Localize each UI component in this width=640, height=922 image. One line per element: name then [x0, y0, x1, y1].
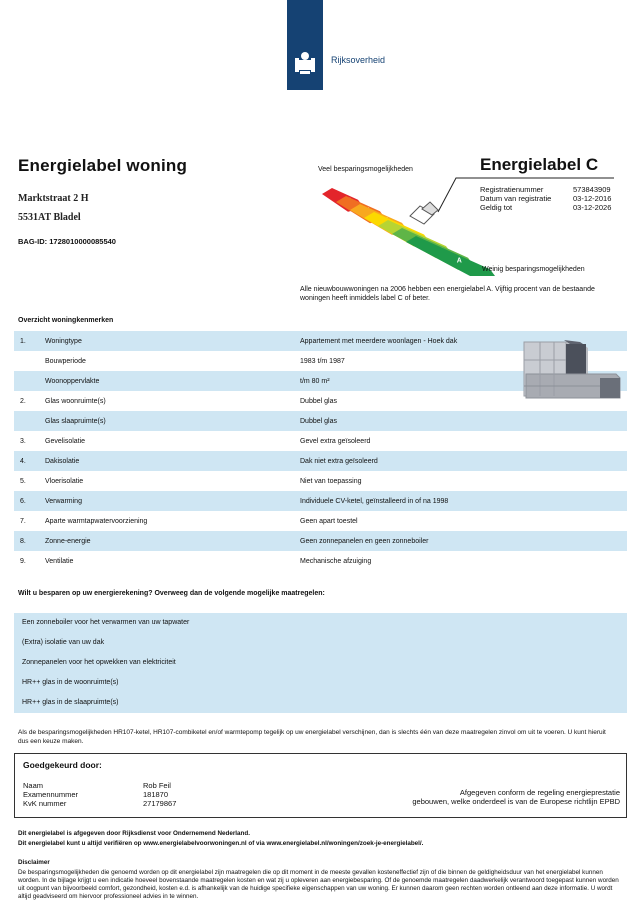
table-cell-n: 4. [14, 451, 39, 471]
advice-heading: Wilt u besparen op uw energierekening? Overweeg dan de volgende mogelijke maatregelen: [18, 590, 325, 597]
table-cell-v: t/m 80 m² [294, 371, 627, 391]
registration-number-value: 573843909 [573, 185, 611, 194]
registration-date-row [480, 194, 612, 203]
energy-label-title: Energielabel C [480, 155, 599, 174]
exam-number-value: 181870 [143, 790, 169, 799]
table-cell-v: Niet van toepassing [300, 477, 362, 485]
disclaimer-text: De besparingsmogelijkheden die genoemd worden op dit energielabel zijn maatregelen die op dit moment in de meeste gevallen kosteneffectief zijn of die binnen de geldigheidsduur van het energielabel kunnen worden. In de bijlage krijgt u een indicatie hoeveel bovenstaande maatregelen kosten en wat zij u opleveren aan energiebesparing. Of de genoemde maatregelen daadwerkelijk verantwoord toegepast kunnen worden uit oogpunt van bijvoorbeeld comfort, gezondheid, kosten e.d. is afhankelijk van de huidige specifieke eigenschappen van uw woning. Er kunnen daarom geen rechten worden ontleend aan deze informatie. U wordt altijd geadviseerd om hiervoor professioneel advies in te winnen. [18, 869, 619, 900]
government-logo [287, 0, 323, 90]
table-cell-v: Individuele CV-ketel, geïnstalleerd in of na 1998 [294, 491, 627, 511]
table-cell-n [14, 411, 39, 431]
valid-until-value: 03-12-2026 [573, 203, 612, 212]
table-cell-k: Vloerisolatie [45, 477, 84, 485]
scale-bottom-label: Weinig besparingsmogelijkheden [482, 266, 585, 273]
table-cell-k: Dakisolatie [39, 451, 294, 471]
advice-note: Als de besparingsmogelijkheden HR107-ketel, HR107-combiketel en/of warmtepomp tegelijk op uw energielabel verschijnen, dan is slechts één van deze maatregelen zinvol om uit te voeren. U kunt hieruit dus een keuze maken. [18, 729, 606, 745]
table-cell-v: 1983 t/m 1987 [300, 357, 345, 365]
table-cell-v: Dak niet extra geïsoleerd [294, 451, 627, 471]
table-cell-k: Verwarming [39, 491, 294, 511]
issued-by: Dit energielabel is afgegeven door Rijksdienst voor Ondernemend Nederland. [18, 830, 250, 837]
table-row [14, 471, 627, 491]
page-title: Energielabel woning [18, 156, 188, 175]
table-cell-n [14, 371, 39, 391]
advice-item: HR++ glas in de slaapruimte(s) [22, 699, 119, 706]
table-cell-v: Appartement met meerdere woonlagen - Hoek dak [294, 331, 627, 351]
label-note: Alle nieuwbouwwoningen na 2006 hebben een energielabel A. Vijftig procent van de bestaande woningen heeft inmiddels label C of beter. [300, 286, 595, 302]
building-illustration [520, 338, 624, 402]
conformity-statement [412, 788, 620, 806]
table-cell-k: Woningtype [39, 331, 294, 351]
registration-date-value: 03-12-2016 [573, 194, 612, 203]
exam-number-label: Examennummer [23, 790, 79, 799]
table-row [14, 431, 627, 451]
table-cell-v: Dubbel glas [300, 397, 337, 405]
valid-until-label: Geldig tot [480, 203, 513, 212]
table-cell-n [14, 351, 39, 371]
table-cell-k: Gevelisolatie [45, 437, 86, 445]
address-city: 5531AT Bladel [18, 212, 81, 223]
table-cell-v: Geen apart toestel [300, 517, 358, 525]
kvk-number-label: KvK nummer [23, 799, 67, 808]
table-cell-k: Woonoppervlakte [39, 371, 294, 391]
table-cell-k: Aparte warmtapwatervoorziening [45, 517, 148, 525]
registration-number-label: Registratienummer [480, 185, 544, 194]
approval-heading: Goedgekeurd door: [23, 760, 102, 770]
overview-heading: Overzicht woningkenmerken [18, 317, 114, 324]
address-street: Marktstraat 2 H [18, 193, 89, 204]
table-row [14, 491, 627, 511]
table-row [14, 451, 627, 471]
bag-id: BAG-ID: 1728010000085540 [18, 237, 116, 246]
table-row [14, 411, 627, 431]
advice-item: Zonnepanelen voor het opwekken van elektriciteit [22, 659, 176, 666]
verify-text: Dit energielabel kunt u altijd verifiëren op www.energielabelvoorwoningen.nl of via www.energielabel.nl/woningen/zoek-je-energielabel/. [18, 840, 424, 847]
registration-date-label: Datum van registratie [480, 194, 552, 203]
table-cell-n: 9. [20, 557, 26, 565]
table-cell-v: Mechanische afzuiging [300, 557, 372, 565]
advice-item: Een zonneboiler voor het verwarmen van uw tapwater [22, 619, 190, 626]
table-cell-v: Geen zonnepanelen en geen zonneboiler [294, 531, 627, 551]
table-cell-n: 6. [14, 491, 39, 511]
table-cell-k: Glas woonruimte(s) [45, 397, 106, 405]
table-cell-n: 5. [20, 477, 26, 485]
table-cell-n: 7. [20, 517, 26, 525]
disclaimer-heading: Disclaimer [18, 859, 50, 866]
table-cell-v: Dubbel glas [294, 411, 627, 431]
advice-item: HR++ glas in de woonruimte(s) [22, 679, 119, 686]
table-cell-k: Glas slaapruimte(s) [39, 411, 294, 431]
valid-until-row [480, 203, 612, 212]
approver-name-value: Rob Feil [143, 781, 171, 790]
scale-letter-a: A [456, 257, 462, 265]
advice-item: (Extra) isolatie van uw dak [22, 639, 105, 646]
table-cell-k: Bouwperiode [45, 357, 86, 365]
crest-icon [287, 0, 323, 90]
approver-name-label: Naam [23, 781, 44, 790]
logo-text: Rijksoverheid [331, 55, 386, 65]
table-row [14, 551, 627, 571]
conformity-line-1: Afgegeven conform de regeling energieprestatie [459, 788, 620, 797]
table-cell-n: 8. [14, 531, 39, 551]
table-row [14, 511, 627, 531]
registration-row [480, 185, 611, 194]
table-row [14, 531, 627, 551]
table-cell-k: Ventilatie [45, 557, 74, 565]
conformity-line-2: gebouwen, welke onderdeel is van de Europese richtlijn EPBD [412, 797, 620, 806]
kvk-number-value: 27179867 [143, 799, 177, 808]
table-cell-n: 2. [20, 397, 26, 405]
scale-top-label: Veel besparingsmogelijkheden [318, 166, 413, 173]
house-marker-icon [410, 202, 438, 224]
table-cell-n: 1. [14, 331, 39, 351]
table-cell-n: 3. [20, 437, 26, 445]
advice-list [14, 613, 627, 713]
approval-box [14, 753, 627, 818]
table-cell-v: Gevel extra geïsoleerd [300, 437, 371, 445]
table-cell-k: Zonne-energie [39, 531, 294, 551]
